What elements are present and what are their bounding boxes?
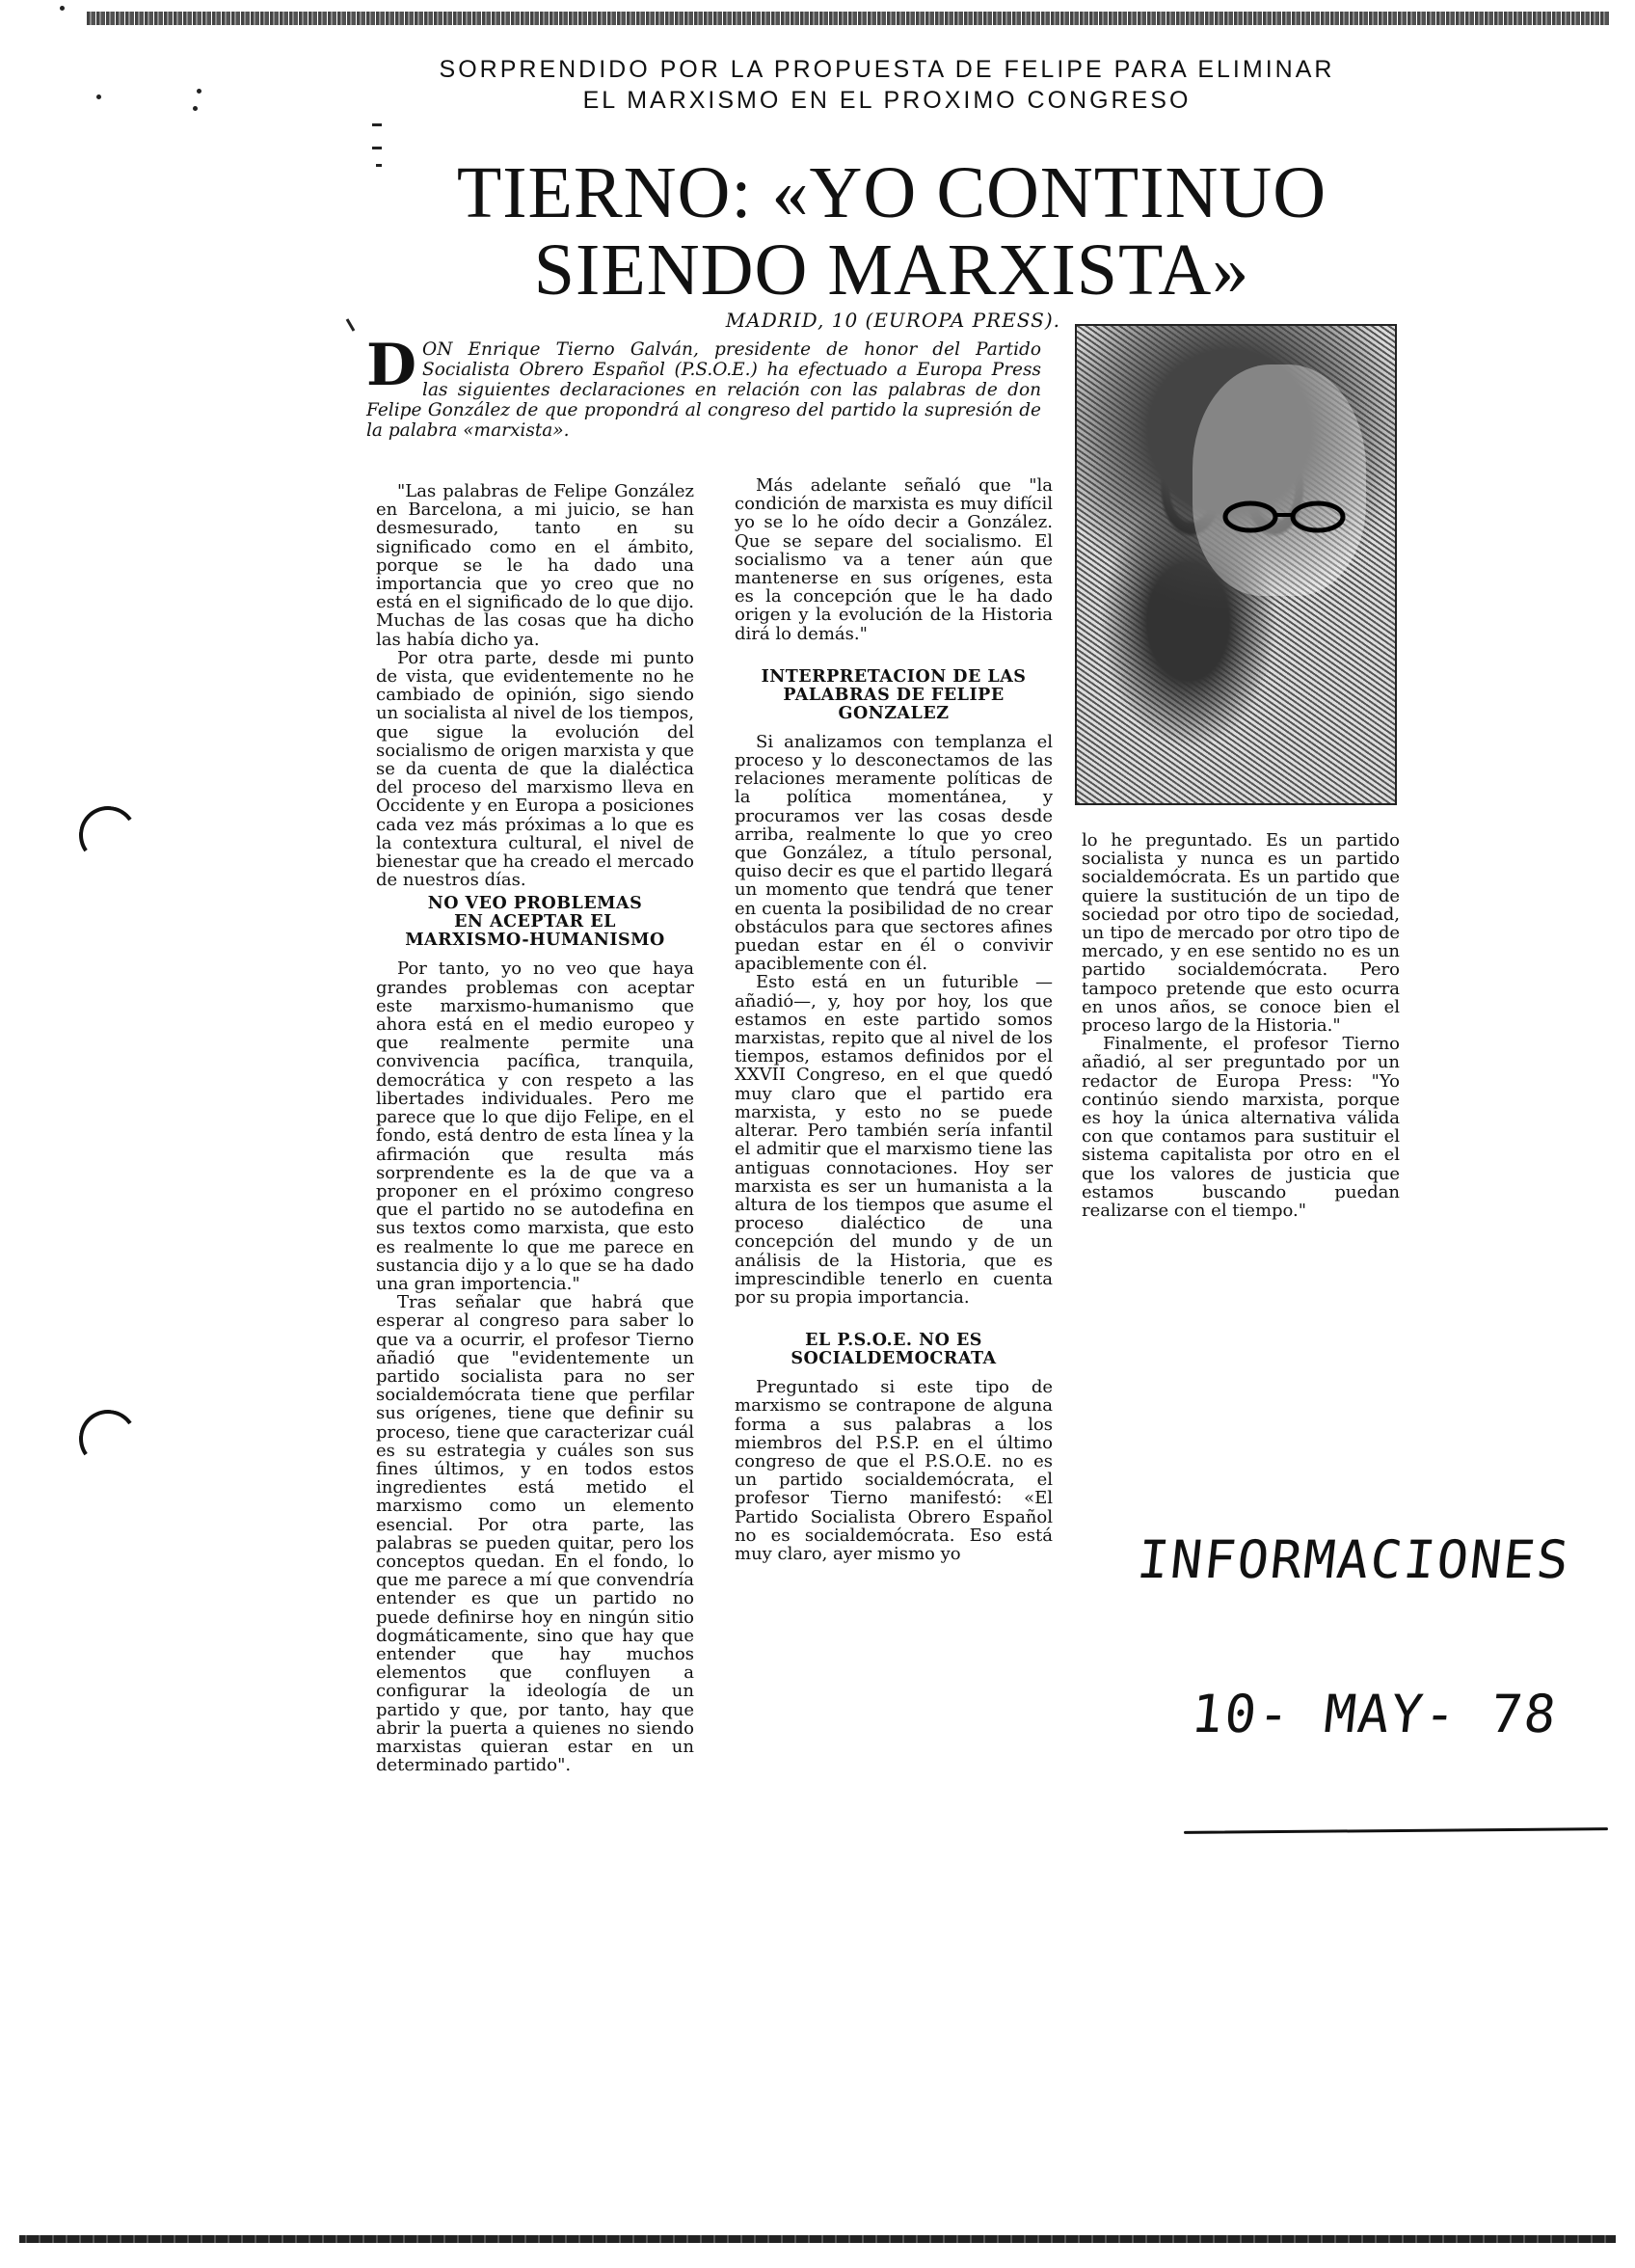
scan-mark <box>372 147 382 149</box>
subheading-line: NO VEO PROBLEMAS <box>427 894 643 914</box>
col3-paragraph-1: lo he preguntado. Es un partido socialista y nunca es un partido socialdemócrata. Es un partido que quiere la sustitución de un tipo de sociedad por otro tipo de sociedad, un tipo de mercado por otro tipo de mercado, y en ese sentido no es un partido socialdemócrata. Pero tampoco pretende que esto ocurra en unos años, se conoce bien el proceso largo de la Historia." <box>1082 830 1400 1037</box>
lead-text: ON Enrique Tierno Galván, presidente de honor del Partido Socialista Obrero Español (P.S.O.E.) ha efectuado a Europa Press las siguientes declaraciones en relación con las palabras de don Felipe González de que propondrá al congreso del partido la supresión de la palabra «marxista». <box>366 339 1041 441</box>
col2-paragraph-4: Preguntado si este tipo de marxismo se contrapone de alguna forma a sus palabras a los miembros del P.S.P. en el último congreso de que el P.S.O.E. no es un partido socialdemócrata, el profesor Tierno manifestó: «El Partido Socialista Obrero Español no es socialdemócrata. Eso está muy claro, ayer mismo yo <box>735 1377 1053 1564</box>
scan-bottom-edge <box>19 2235 1616 2243</box>
scan-speck <box>60 6 65 11</box>
punch-hole-upper <box>74 801 142 869</box>
subheading-line: EN ACEPTAR EL <box>454 912 616 932</box>
subheading-line: PALABRAS DE FELIPE <box>783 685 1005 705</box>
scan-mark <box>372 123 382 126</box>
scan-speck <box>96 94 101 99</box>
subheading-psoe-no-es <box>735 1332 1053 1368</box>
portrait-glasses <box>1221 500 1347 534</box>
col1-paragraph-1: "Las palabras de Felipe González en Barcelona, a mi juicio, se han desmesurado, tanto en su significado como en el ámbito, porque se le ha dado una importancia que yo creo que no está en el significado de lo que dijo. Muchas de las cosas que ha dicho las había dicho ya. <box>376 481 694 650</box>
scan-speck <box>197 89 201 94</box>
punch-hole-lower <box>74 1405 142 1472</box>
portrait-photo <box>1075 324 1397 805</box>
column-2 <box>735 476 1053 1563</box>
column-1 <box>376 482 694 1774</box>
dateline: MADRID, 10 (EUROPA PRESS). <box>725 309 1060 332</box>
col2-paragraph-2: Si analizamos con templanza el proceso y lo desconectamos de las relaciones meramente políticas de la política momentánea, y procuramos ver las cosas desde arriba, realmente lo que yo creo que González, a título personal, quiso decir es que el partido llegará un momento que tendrá que tener en cuenta la posibilidad de no crear obstáculos para que sectores afines puedan estar en él o convivir apaciblemente con él. <box>735 731 1053 975</box>
scan-top-edge <box>87 12 1610 25</box>
col1-paragraph-2: Por otra parte, desde mi punto de vista, que evidentemente no he cambiado de opinión, sigo siendo un socialista al nivel de los tiempos, que sigue la evolución del socialismo de origen marxista y que se da cuenta de que la dialéctica del proceso del marxismo lleva en Occidente y en Europa a posiciones cada vez más próximas a lo que es la contextura cultural, el nivel de bienestar que ha creado el mercado de nuestros días. <box>376 647 694 891</box>
kicker <box>405 54 1369 116</box>
col1-paragraph-3: Por tanto, yo no veo que haya grandes problemas con aceptar este marxismo-humanismo que ahora está en el medio europeo y que realmente permite una convivencia pacífica, tranquila, democrática y con respeto a las libertades individuales. Pero me parece que lo que dijo Felipe, en el fondo, está dentro de esta línea y la afirmación que resulta más sorprendente es la de que va a proponer en el próximo congreso que el partido no se autodefina en sus textos como marxista, que esto es realmente lo que me parece en sustancia dijo y a lo que se ha dado una gran importencia." <box>376 958 694 1294</box>
headline-line-1: TIERNO: «YO CONTINUO <box>456 152 1327 233</box>
drop-cap: D <box>366 332 417 399</box>
subheading-line: GONZALEZ <box>838 703 950 723</box>
subheading-line: EL P.S.O.E. NO ES <box>805 1331 982 1351</box>
col1-paragraph-4: Tras señalar que habrá que esperar al congreso para saber lo que va a ocurrir, el profesor Tierno añadió que "evidentemente un partido socialista para no ser socialdemócrata tiene que perfilar sus orígenes, tiene que definir su proceso, tiene que caracterizar cuál es su estrategia y cuáles son sus fines últimos, y en todos estos ingredientes está metido el marxismo como un elemento esencial. Por otra parte, las palabras se pueden quitar, pero los conceptos quedan. En el fondo, lo que me parece a mí que convendría entender es que un partido no puede definirse hoy en ningún sitio dogmáticamente, sino que hay que entender que hay muchos elementos que confluyen a configurar la ideología de un partido y que, por tanto, hay que abrir la puerta a quienes no siendo marxistas quieran estar en un determinado partido". <box>376 1292 694 1776</box>
scan-mark <box>346 318 356 332</box>
subheading-line: INTERPRETACION DE LAS <box>761 666 1027 687</box>
handwritten-date: 10- MAY- 78 <box>1188 1684 1561 1744</box>
handwritten-underline <box>1184 1827 1608 1834</box>
handwritten-source: INFORMACIONES <box>1134 1529 1573 1590</box>
subheading-interpretacion <box>735 668 1053 723</box>
subheading-line: MARXISMO-HUMANISMO <box>405 931 665 951</box>
col3-paragraph-2: Finalmente, el profesor Tierno añadió, al ser preguntado por un redactor de Europa Press: "Yo continúo siendo marxista, porque es hoy la única alternativa válida con que contamos para sustituir el sistema capitalista por otro en el que los valores de justicia que estamos buscando puedan realizarse con el tiempo." <box>1082 1034 1400 1222</box>
col2-paragraph-3: Esto está en un futurible —añadió—, y, hoy por hoy, los que estamos en este partido somos marxistas, repito que al nivel de los tiempos, estamos definidos por el XXVII Congreso, en el que quedó muy claro que el partido era marxista, y esto no se puede alterar. Pero también sería infantil el admitir que el marxismo tiene las antiguas connotaciones. Hoy ser marxista es ser un humanista a la altura de los tiempos que asume el proceso dialéctico de una concepción del mundo y de un análisis de la Historia, que es imprescindible tenerlo en cuenta por su propia importancia. <box>735 972 1053 1308</box>
kicker-line-1: SORPRENDIDO POR LA PROPUESTA DE FELIPE PARA ELIMINAR <box>439 56 1335 83</box>
lead-paragraph <box>366 332 1041 441</box>
column-3 <box>1082 831 1400 1220</box>
portrait-face <box>1193 364 1366 596</box>
col2-paragraph-1: Más adelante señaló que "la condición de marxista es muy difícil yo se lo he oído decir a González. Que se separe del socialismo. El socialismo va a tener aún que mantenerse en sus orígenes, esta es la concepción que le ha dado origen y la evolución de la Historia dirá lo demás." <box>735 475 1053 644</box>
headline-line-2: SIENDO MARXISTA» <box>533 230 1250 310</box>
scan-mark <box>376 164 382 167</box>
headline <box>386 154 1398 309</box>
subheading-no-veo-problemas <box>376 895 694 950</box>
scan-speck <box>193 106 198 111</box>
kicker-line-2: EL MARXISMO EN EL PROXIMO CONGRESO <box>582 87 1192 114</box>
subheading-line: SOCIALDEMOCRATA <box>791 1349 997 1369</box>
